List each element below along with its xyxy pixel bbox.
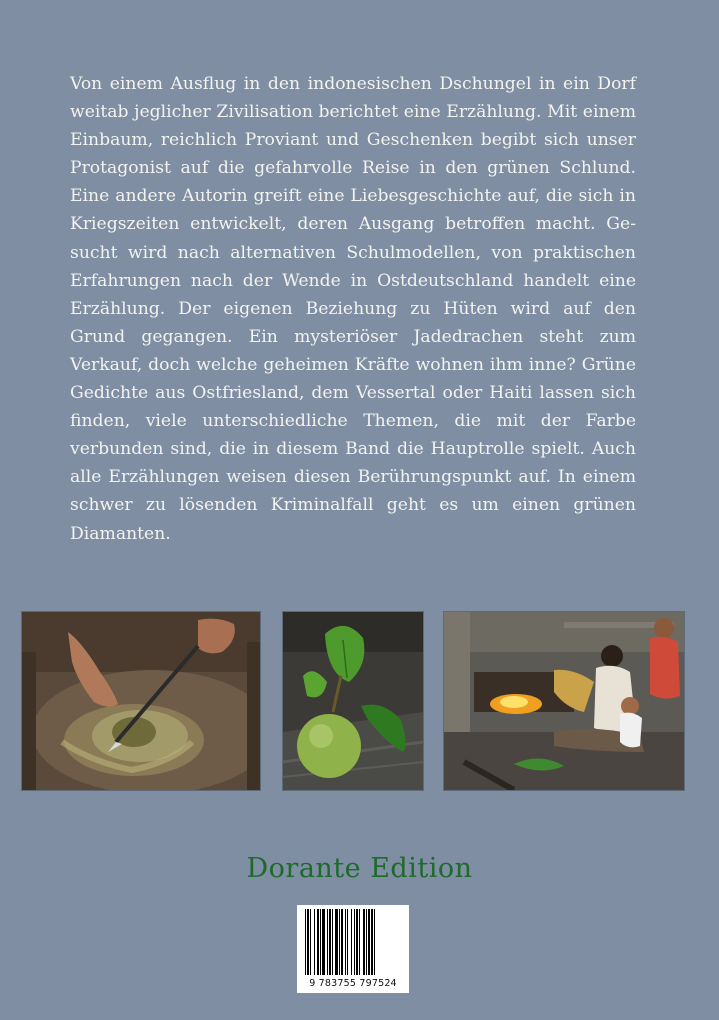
photo-hands-grinding (22, 612, 260, 790)
isbn-barcode (297, 905, 409, 993)
barcode-bars (303, 909, 403, 975)
publisher-name: Dorante Edition (246, 853, 473, 884)
blurb-text: Von einem Ausflug in den indonesischen Dschungel in ein Dorf weitab jeglicher Zivilisation berichtet eine Erzählung. Mit einem Einbaum, reichlich Proviant und Geschenken begibt sich unser Protagonist auf die gefahrvolle Reise in den grünen Schlund. Eine andere Autorin greift eine Liebesgeschichte auf, die sich in Kriegszeiten entwickelt, deren Ausgang betroffen macht. Gesucht wird nach alternativen Schulmodellen, von praktischen Erfahrungen nach der Wende in Ostdeutschland handelt eine Erzählung. Der eigenen Beziehung zu Hüten wird auf den Grund gegangen. Ein mysteriöser Jadedrachen steht zum Verkauf, doch welche geheimen Kräfte wohnen ihm inne? Grüne Gedichte aus Ostfriesland, dem Vessertal oder Haiti lassen sich finden, viele unterschiedliche Themen, die mit der Farbe verbunden sind, die in diesem Band die Hauptrolle spielt. Auch alle Erzählungen weisen diesen Berührungspunkt auf. In einem schwer zu lösenden Kriminalfall geht es um einen grünen Diamanten. (70, 74, 636, 544)
isbn-number: 9 783755 797524 (309, 978, 397, 989)
photo-green-fruit (283, 612, 423, 790)
photo-fire-family (444, 612, 684, 790)
